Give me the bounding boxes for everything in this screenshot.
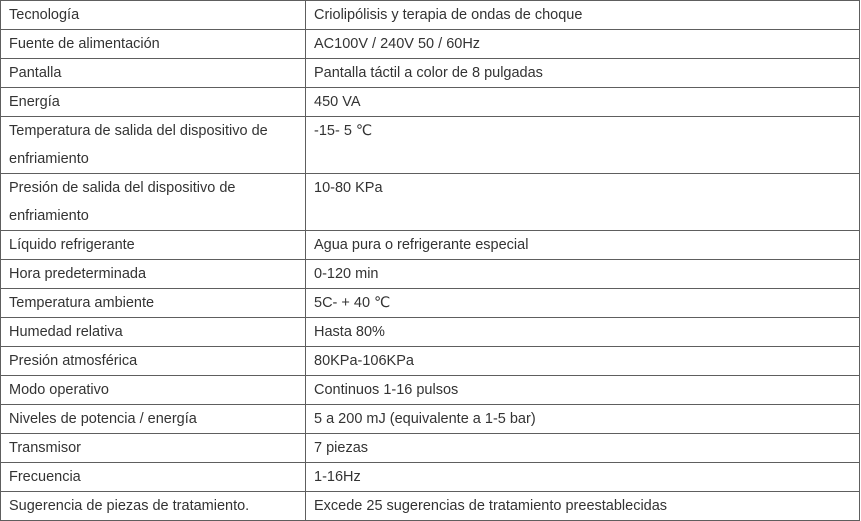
spec-label: Temperatura ambiente [1, 289, 306, 318]
table-row [1, 347, 860, 376]
table-row [1, 117, 860, 174]
spec-label: Temperatura de salida del dispositivo de enfriamiento [1, 117, 306, 174]
table-row [1, 289, 860, 318]
spec-value: -15- 5 ℃ [306, 117, 860, 174]
spec-value: Hasta 80% [306, 318, 860, 347]
spec-value: 450 VA [306, 88, 860, 117]
spec-value: Pantalla táctil a color de 8 pulgadas [306, 59, 860, 88]
spec-value: 1-16Hz [306, 463, 860, 492]
spec-value: Continuos 1-16 pulsos [306, 376, 860, 405]
spec-label: Presión atmosférica [1, 347, 306, 376]
table-row [1, 318, 860, 347]
spec-value: 10-80 KPa [306, 174, 860, 231]
spec-value: 5C- + 40 ℃ [306, 289, 860, 318]
spec-value: 5 a 200 mJ (equivalente a 1-5 bar) [306, 405, 860, 434]
spec-label: Presión de salida del dispositivo de enfriamiento [1, 174, 306, 231]
spec-label: Frecuencia [1, 463, 306, 492]
spec-label: Humedad relativa [1, 318, 306, 347]
table-row [1, 88, 860, 117]
spec-label: Tecnología [1, 1, 306, 30]
table-row [1, 174, 860, 231]
table-row [1, 405, 860, 434]
table-row [1, 376, 860, 405]
spec-label: Energía [1, 88, 306, 117]
table-row [1, 434, 860, 463]
table-row [1, 30, 860, 59]
table-row [1, 492, 860, 521]
table-row [1, 59, 860, 88]
spec-value: Criolipólisis y terapia de ondas de choque [306, 1, 860, 30]
spec-label: Niveles de potencia / energía [1, 405, 306, 434]
spec-label: Pantalla [1, 59, 306, 88]
table-row [1, 260, 860, 289]
spec-value: AC100V / 240V 50 / 60Hz [306, 30, 860, 59]
spec-value: 80KPa-106KPa [306, 347, 860, 376]
table-row [1, 1, 860, 30]
table-row [1, 463, 860, 492]
spec-value: 7 piezas [306, 434, 860, 463]
spec-label: Fuente de alimentación [1, 30, 306, 59]
spec-label: Transmisor [1, 434, 306, 463]
table-row [1, 231, 860, 260]
spec-label: Hora predeterminada [1, 260, 306, 289]
spec-label: Sugerencia de piezas de tratamiento. [1, 492, 306, 521]
spec-value: 0-120 min [306, 260, 860, 289]
spec-value: Excede 25 sugerencias de tratamiento preestablecidas [306, 492, 860, 521]
spec-label: Modo operativo [1, 376, 306, 405]
spec-value: Agua pura o refrigerante especial [306, 231, 860, 260]
spec-label: Líquido refrigerante [1, 231, 306, 260]
